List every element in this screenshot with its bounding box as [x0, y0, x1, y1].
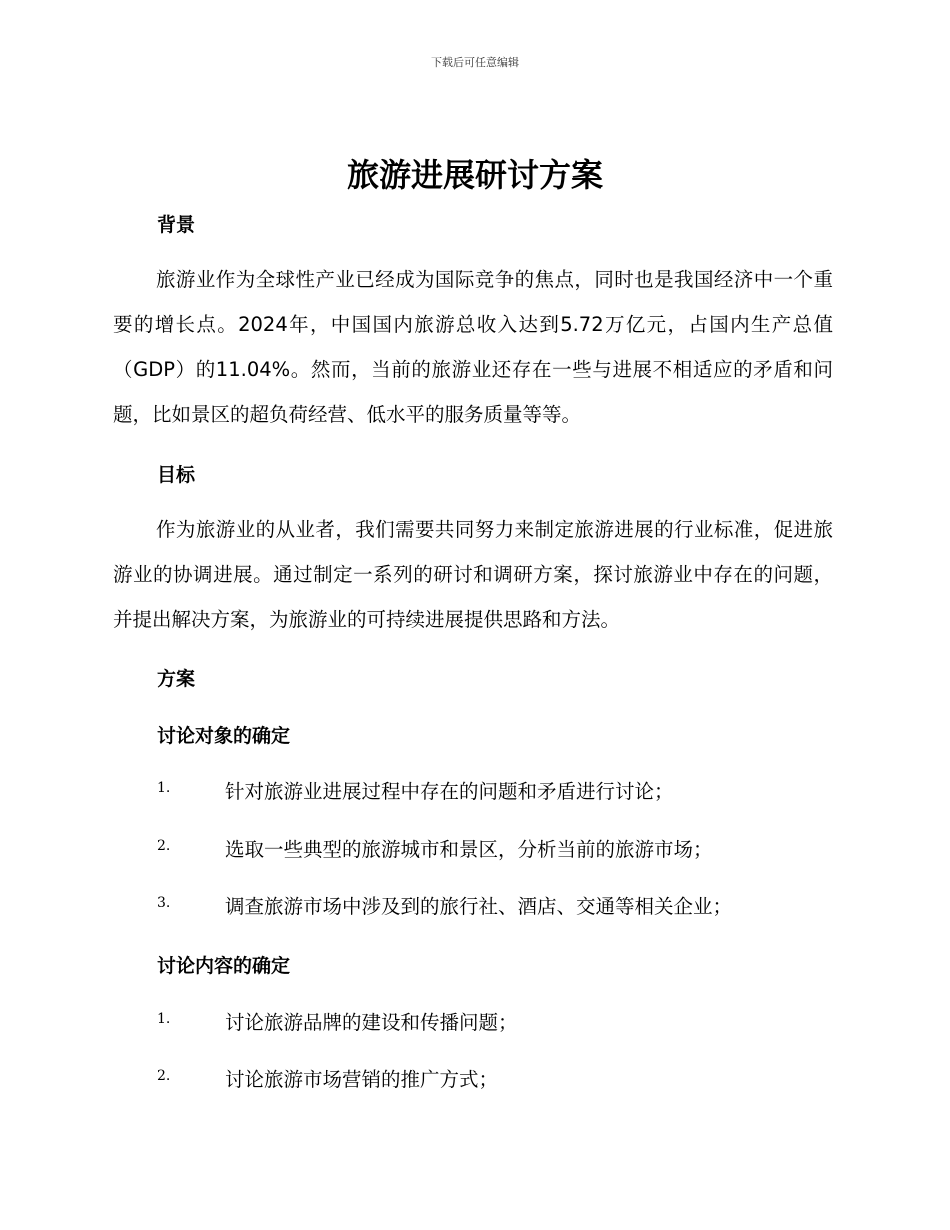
list-number: 3. — [157, 895, 171, 911]
list-item — [0, 1064, 950, 1094]
list-item — [0, 834, 950, 864]
list-item — [0, 891, 950, 921]
subsection-heading-objects: 讨论对象的确定 — [157, 725, 291, 747]
list-text: 调查旅游市场中涉及到的旅行社、酒店、交通等相关企业； — [225, 895, 733, 918]
list-item — [0, 776, 950, 806]
section-heading-background: 背景 — [157, 214, 196, 236]
list-text: 讨论旅游品牌的建设和传播问题； — [225, 1011, 518, 1034]
section-heading-goal: 目标 — [157, 464, 196, 486]
section-heading-plan: 方案 — [157, 668, 196, 690]
list-item — [0, 1007, 950, 1037]
list-number: 2. — [157, 838, 171, 854]
list-number: 1. — [157, 780, 171, 796]
list-text: 讨论旅游市场营销的推广方式； — [225, 1068, 499, 1091]
list-text: 选取一些典型的旅游城市和景区，分析当前的旅游市场； — [225, 838, 713, 861]
background-paragraph: 旅游业作为全球性产业已经成为国际竞争的焦点，同时也是我国经济中一个重要的增长点。2024年，中国国内旅游总收入达到5.72万亿元，占国内生产总值（GDP）的11.04%。然而，当前的旅游业还存在一些与进展不相适应的矛盾和问题，比如景区的超负荷经营、低水平的服务质量等等。 — [113, 268, 833, 426]
list-number: 2. — [157, 1068, 171, 1084]
goal-paragraph: 作为旅游业的从业者，我们需要共同努力来制定旅游进展的行业标准，促进旅游业的协调进展。通过制定一系列的研讨和调研方案，探讨旅游业中存在的问题，并提出解决方案，为旅游业的可持续进展提供思路和方法。 — [113, 518, 833, 631]
document-title: 旅游进展研讨方案 — [346, 156, 603, 194]
list-number: 1. — [157, 1011, 171, 1027]
watermark-text: 下载后可任意编辑 — [431, 56, 519, 69]
subsection-heading-content: 讨论内容的确定 — [157, 955, 291, 977]
list-text: 针对旅游业进展过程中存在的问题和矛盾进行讨论； — [225, 780, 674, 803]
